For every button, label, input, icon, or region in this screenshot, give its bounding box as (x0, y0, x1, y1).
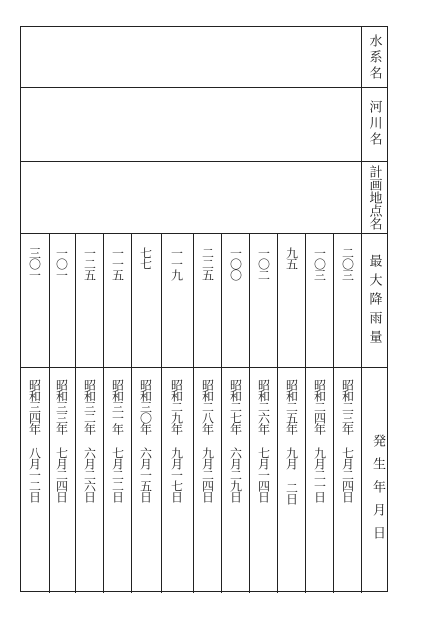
row-divider (21, 161, 387, 162)
date-cell: 昭和三四年 八月一二日 (27, 379, 42, 502)
rainfall-cell: 二〇三 (340, 247, 355, 280)
date-cell: 昭和二六年 七月一四日 (256, 379, 271, 502)
column-divider (103, 233, 104, 593)
column-divider (221, 233, 222, 593)
date-cell: 昭和三〇年 六月一五日 (138, 379, 153, 502)
header-occurrence-date: 発生年月日 (370, 433, 385, 549)
column-divider (161, 233, 162, 593)
date-cell: 昭和二三年 七月二四日 (340, 379, 355, 502)
rainfall-cell: 一〇〇 (228, 247, 243, 280)
rainfall-cell: 一二五 (82, 247, 97, 280)
column-divider (131, 233, 132, 593)
date-cell: 昭和三三年 七月二四日 (54, 379, 69, 502)
rainfall-cell: 一〇一 (54, 247, 69, 280)
date-cell: 昭和二五年 九月 二日 (284, 379, 299, 504)
rainfall-cell: 三〇一 (27, 247, 42, 280)
date-cell: 昭和三一年 七月二二日 (110, 379, 125, 502)
rainfall-cell: 九五 (284, 247, 299, 269)
column-divider (333, 233, 334, 593)
column-divider (249, 233, 250, 593)
date-cell: 昭和二七年 六月二九日 (228, 379, 243, 502)
rainfall-cell: 二二五 (200, 247, 215, 280)
column-divider (277, 233, 278, 593)
row-divider (21, 87, 387, 88)
date-cell: 昭和二八年 九月二四日 (200, 379, 215, 502)
rainfall-cell: 一一九 (169, 247, 184, 280)
date-cell: 昭和三二年 六月二六日 (82, 379, 97, 502)
header-plan-point: 計画地点名 (366, 164, 382, 230)
column-divider (305, 233, 306, 593)
date-cell: 昭和二九年 九月一七日 (169, 379, 184, 502)
date-cell: 昭和二四年 九月二一日 (312, 379, 327, 502)
header-river-system: 水系名 (366, 34, 382, 82)
column-divider (75, 233, 76, 593)
column-divider (193, 233, 194, 593)
rainfall-cell: 一〇三 (312, 247, 327, 280)
header-river-name: 河川名 (366, 100, 382, 148)
header-max-rainfall: 最大降雨量 (366, 253, 382, 349)
rainfall-table (20, 26, 388, 592)
rainfall-cell: 一〇二 (256, 247, 271, 280)
rainfall-cell: 七七 (138, 247, 153, 269)
rainfall-cell: 一一五 (110, 247, 125, 280)
